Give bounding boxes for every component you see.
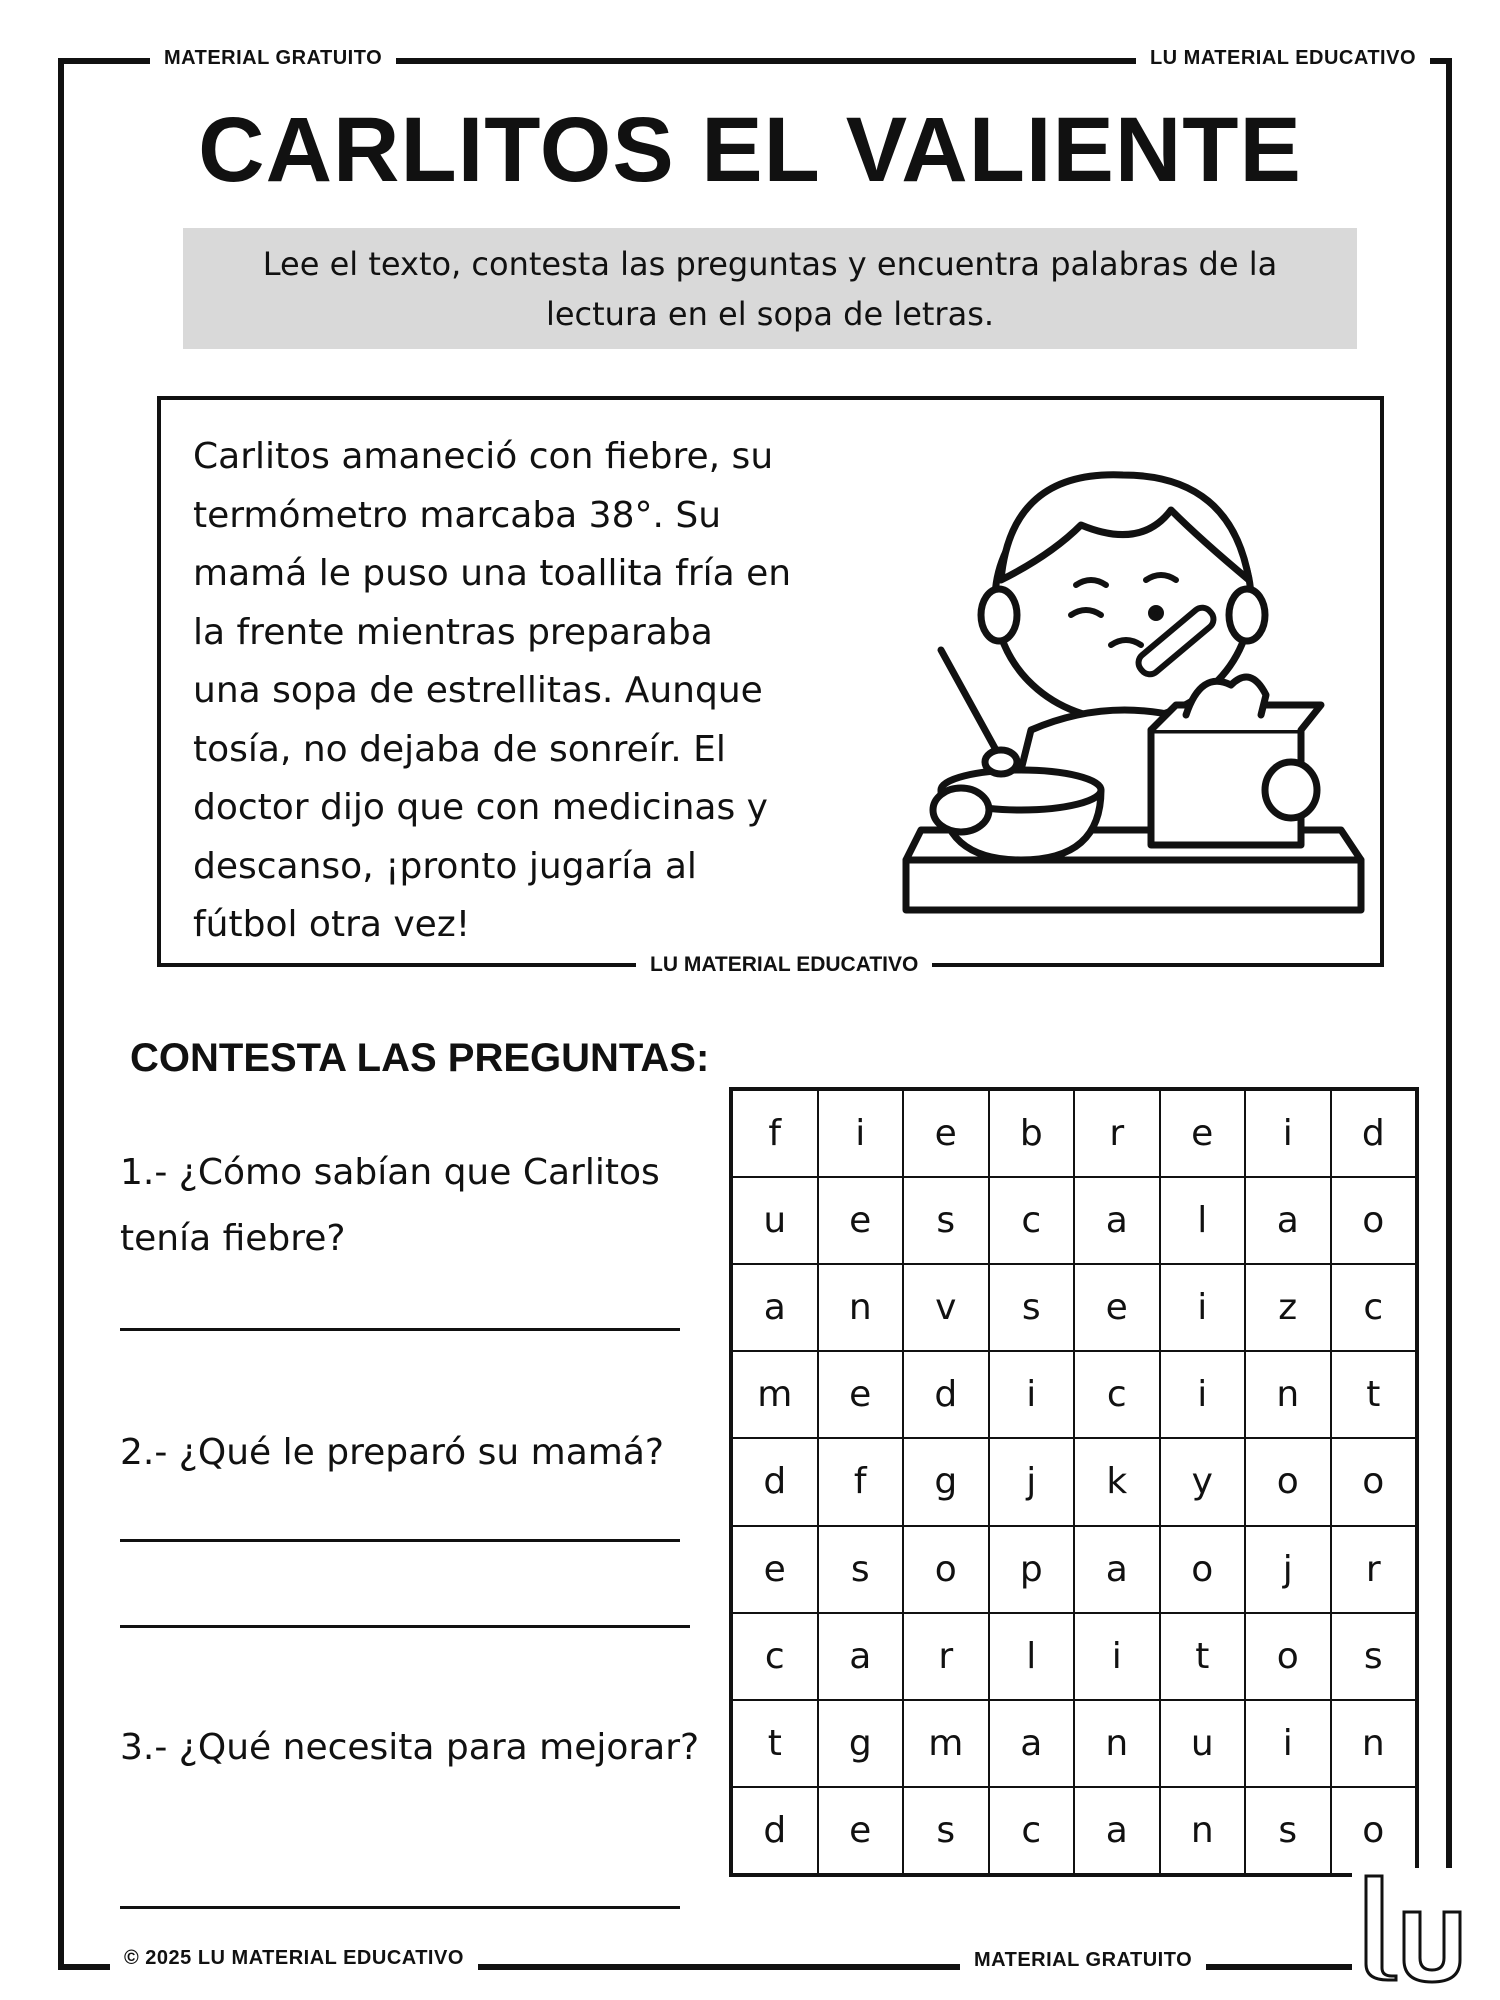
- word-search-cell[interactable]: f: [818, 1438, 904, 1525]
- word-search-cell[interactable]: d: [903, 1351, 989, 1438]
- word-search-cell[interactable]: c: [1074, 1351, 1160, 1438]
- word-search-cell[interactable]: a: [818, 1613, 904, 1700]
- word-search-cell[interactable]: o: [1245, 1438, 1331, 1525]
- word-search-cell[interactable]: e: [903, 1090, 989, 1177]
- word-search-cell[interactable]: s: [1331, 1613, 1417, 1700]
- word-search-cell[interactable]: n: [1160, 1787, 1246, 1874]
- header-left-label: MATERIAL GRATUITO: [150, 46, 396, 70]
- word-search-cell[interactable]: a: [989, 1700, 1075, 1787]
- word-search-cell[interactable]: c: [989, 1177, 1075, 1264]
- word-search-cell[interactable]: i: [1245, 1090, 1331, 1177]
- word-search-cell[interactable]: i: [1160, 1264, 1246, 1351]
- word-search-cell[interactable]: d: [732, 1787, 818, 1874]
- word-search-cell[interactable]: e: [1074, 1264, 1160, 1351]
- question-3: 3.- ¿Qué necesita para mejorar?: [120, 1727, 700, 1768]
- story-box-label: LU MATERIAL EDUCATIVO: [636, 952, 932, 978]
- answer-line-2a[interactable]: [120, 1539, 680, 1542]
- word-search-cell[interactable]: c: [1331, 1264, 1417, 1351]
- word-search-cell[interactable]: d: [1331, 1090, 1417, 1177]
- questions-title: CONTESTA LAS PREGUNTAS:: [130, 1036, 710, 1080]
- word-search-cell[interactable]: o: [1331, 1438, 1417, 1525]
- word-search-cell[interactable]: k: [1074, 1438, 1160, 1525]
- word-search-cell[interactable]: s: [1245, 1787, 1331, 1874]
- word-search-cell[interactable]: n: [1331, 1700, 1417, 1787]
- question-2: 2.- ¿Qué le preparó su mamá?: [120, 1432, 665, 1473]
- word-search-cell[interactable]: o: [1160, 1526, 1246, 1613]
- word-search-cell[interactable]: e: [732, 1526, 818, 1613]
- word-search-cell[interactable]: d: [732, 1438, 818, 1525]
- word-search-cell[interactable]: o: [1331, 1787, 1417, 1874]
- word-search-cell[interactable]: b: [989, 1090, 1075, 1177]
- word-search-cell[interactable]: r: [1331, 1526, 1417, 1613]
- story-line: mamá le puso una toallita fría en: [193, 553, 792, 594]
- word-search-cell[interactable]: r: [903, 1613, 989, 1700]
- story-line: fútbol otra vez!: [193, 904, 471, 945]
- word-search-cell[interactable]: n: [1245, 1351, 1331, 1438]
- footer-right-label: MATERIAL GRATUITO: [960, 1948, 1206, 1972]
- word-search-cell[interactable]: s: [903, 1787, 989, 1874]
- word-search-cell[interactable]: c: [989, 1787, 1075, 1874]
- word-search-grid: [729, 1087, 1419, 1877]
- word-search-cell[interactable]: n: [818, 1264, 904, 1351]
- story-line: la frente mientras preparaba: [193, 611, 713, 653]
- word-search-cell[interactable]: m: [732, 1351, 818, 1438]
- word-search-cell[interactable]: n: [1074, 1700, 1160, 1787]
- story-text: [193, 428, 873, 955]
- word-search-cell[interactable]: g: [818, 1700, 904, 1787]
- word-search-cell[interactable]: r: [1074, 1090, 1160, 1177]
- story-line: termómetro marcaba 38°. Su: [193, 494, 722, 536]
- question-1: 1.- ¿Cómo sabían que Carlitos tenía fiebre?: [120, 1152, 660, 1259]
- word-search-cell[interactable]: a: [1245, 1177, 1331, 1264]
- header-right-label: LU MATERIAL EDUCATIVO: [1136, 46, 1430, 70]
- word-search-cell[interactable]: u: [1160, 1700, 1246, 1787]
- answer-line-3[interactable]: [120, 1906, 680, 1909]
- word-search-cell[interactable]: j: [1245, 1526, 1331, 1613]
- story-line: doctor dijo que con medicinas y: [193, 787, 768, 828]
- word-search-cell[interactable]: y: [1160, 1438, 1246, 1525]
- instructions-banner: [183, 228, 1357, 349]
- answer-line-2b[interactable]: [120, 1625, 690, 1628]
- word-search-cell[interactable]: e: [818, 1351, 904, 1438]
- word-search-cell[interactable]: s: [989, 1264, 1075, 1351]
- story-box: [157, 396, 1384, 967]
- word-search-cell[interactable]: t: [1160, 1613, 1246, 1700]
- word-search-cell[interactable]: u: [732, 1177, 818, 1264]
- word-search-cell[interactable]: t: [732, 1700, 818, 1787]
- story-line: tosía, no dejaba de sonreír. El: [193, 728, 726, 770]
- word-search-cell[interactable]: o: [1245, 1613, 1331, 1700]
- instructions-text: Lee el texto, contesta las preguntas y encuentra palabras de la lectura en el sopa de letras.: [262, 244, 1278, 333]
- word-search-cell[interactable]: a: [1074, 1787, 1160, 1874]
- sick-boy-illustration: [901, 430, 1371, 950]
- word-search-cell[interactable]: o: [1331, 1177, 1417, 1264]
- word-search-cell[interactable]: f: [732, 1090, 818, 1177]
- word-search-cell[interactable]: i: [1160, 1351, 1246, 1438]
- word-search-cell[interactable]: o: [903, 1526, 989, 1613]
- word-search-cell[interactable]: e: [1160, 1090, 1246, 1177]
- word-search-cell[interactable]: s: [818, 1526, 904, 1613]
- word-search-cell[interactable]: g: [903, 1438, 989, 1525]
- word-search-cell[interactable]: v: [903, 1264, 989, 1351]
- word-search-cell[interactable]: p: [989, 1526, 1075, 1613]
- page-title: CARLITOS EL VALIENTE: [198, 99, 1302, 201]
- word-search-cell[interactable]: s: [903, 1177, 989, 1264]
- word-search-cell[interactable]: i: [1245, 1700, 1331, 1787]
- word-search-cell[interactable]: j: [989, 1438, 1075, 1525]
- word-search-cell[interactable]: e: [818, 1787, 904, 1874]
- word-search-cell[interactable]: i: [818, 1090, 904, 1177]
- word-search-cell[interactable]: i: [1074, 1613, 1160, 1700]
- word-search-cell[interactable]: e: [818, 1177, 904, 1264]
- story-line: descanso, ¡pronto jugaría al: [193, 845, 697, 887]
- story-line: una sopa de estrellitas. Aunque: [193, 670, 763, 711]
- word-search-cell[interactable]: z: [1245, 1264, 1331, 1351]
- lu-logo: [1352, 1868, 1464, 1986]
- footer-left-label: © 2025 LU MATERIAL EDUCATIVO: [110, 1946, 478, 1970]
- story-line: Carlitos amaneció con fiebre, su: [193, 436, 774, 477]
- word-search-cell[interactable]: t: [1331, 1351, 1417, 1438]
- word-search-cell[interactable]: i: [989, 1351, 1075, 1438]
- word-search-cell[interactable]: a: [732, 1264, 818, 1351]
- word-search-cell[interactable]: c: [732, 1613, 818, 1700]
- word-search-cell[interactable]: l: [1160, 1177, 1246, 1264]
- answer-line-1[interactable]: [120, 1328, 680, 1331]
- word-search-cell[interactable]: a: [1074, 1177, 1160, 1264]
- word-search-cell[interactable]: l: [989, 1613, 1075, 1700]
- word-search-cell[interactable]: a: [1074, 1526, 1160, 1613]
- word-search-cell[interactable]: m: [903, 1700, 989, 1787]
